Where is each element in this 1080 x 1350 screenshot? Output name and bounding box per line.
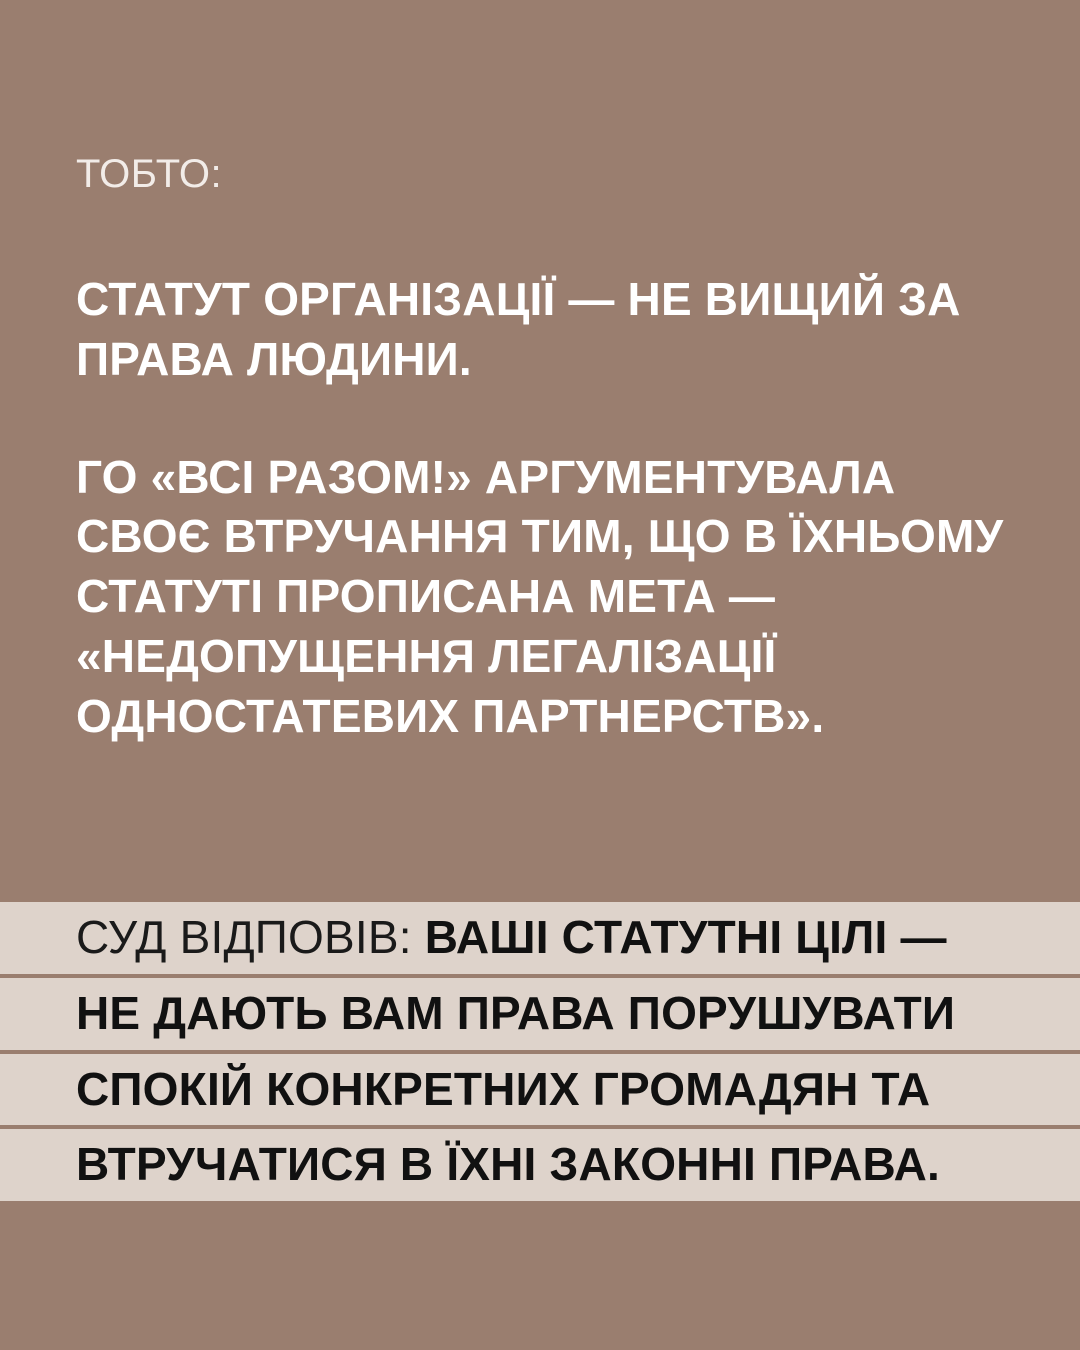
- highlight-line-1: [0, 902, 1080, 974]
- light-text-block: [76, 150, 1026, 747]
- highlight-line-1-text: ВАШІ СТАТУТНІ ЦІЛІ —: [424, 911, 947, 963]
- kicker-text: ТОБТО:: [76, 152, 223, 196]
- statement-paragraph-2: ГО «ВСІ РАЗОМ!» АРГУМЕНТУВАЛА СВОЄ ВТРУЧАННЯ ТИМ, ЩО В ЇХНЬОМУ СТАТУТІ ПРОПИСАНА МЕТА — «НЕДОПУЩЕННЯ ЛЕГАЛІЗАЦІЇ ОДНОСТАТЕВИХ ПАРТНЕРСТВ».: [76, 450, 1004, 742]
- highlight-line-3: СПОКІЙ КОНКРЕТНИХ ГРОМАДЯН ТА: [0, 1054, 1080, 1126]
- statement-paragraph-1: СТАТУТ ОРГАНІЗАЦІЇ — НЕ ВИЩИЙ ЗА ПРАВА ЛЮДИНИ.: [76, 273, 961, 385]
- highlight-text-block: [0, 902, 1080, 1201]
- highlight-lead-text: СУД ВІДПОВІВ:: [76, 911, 425, 963]
- highlight-line-4: ВТРУЧАТИСЯ В ЇХНІ ЗАКОННІ ПРАВА.: [0, 1129, 1080, 1201]
- highlight-line-2: НЕ ДАЮТЬ ВАМ ПРАВА ПОРУШУВАТИ: [0, 978, 1080, 1050]
